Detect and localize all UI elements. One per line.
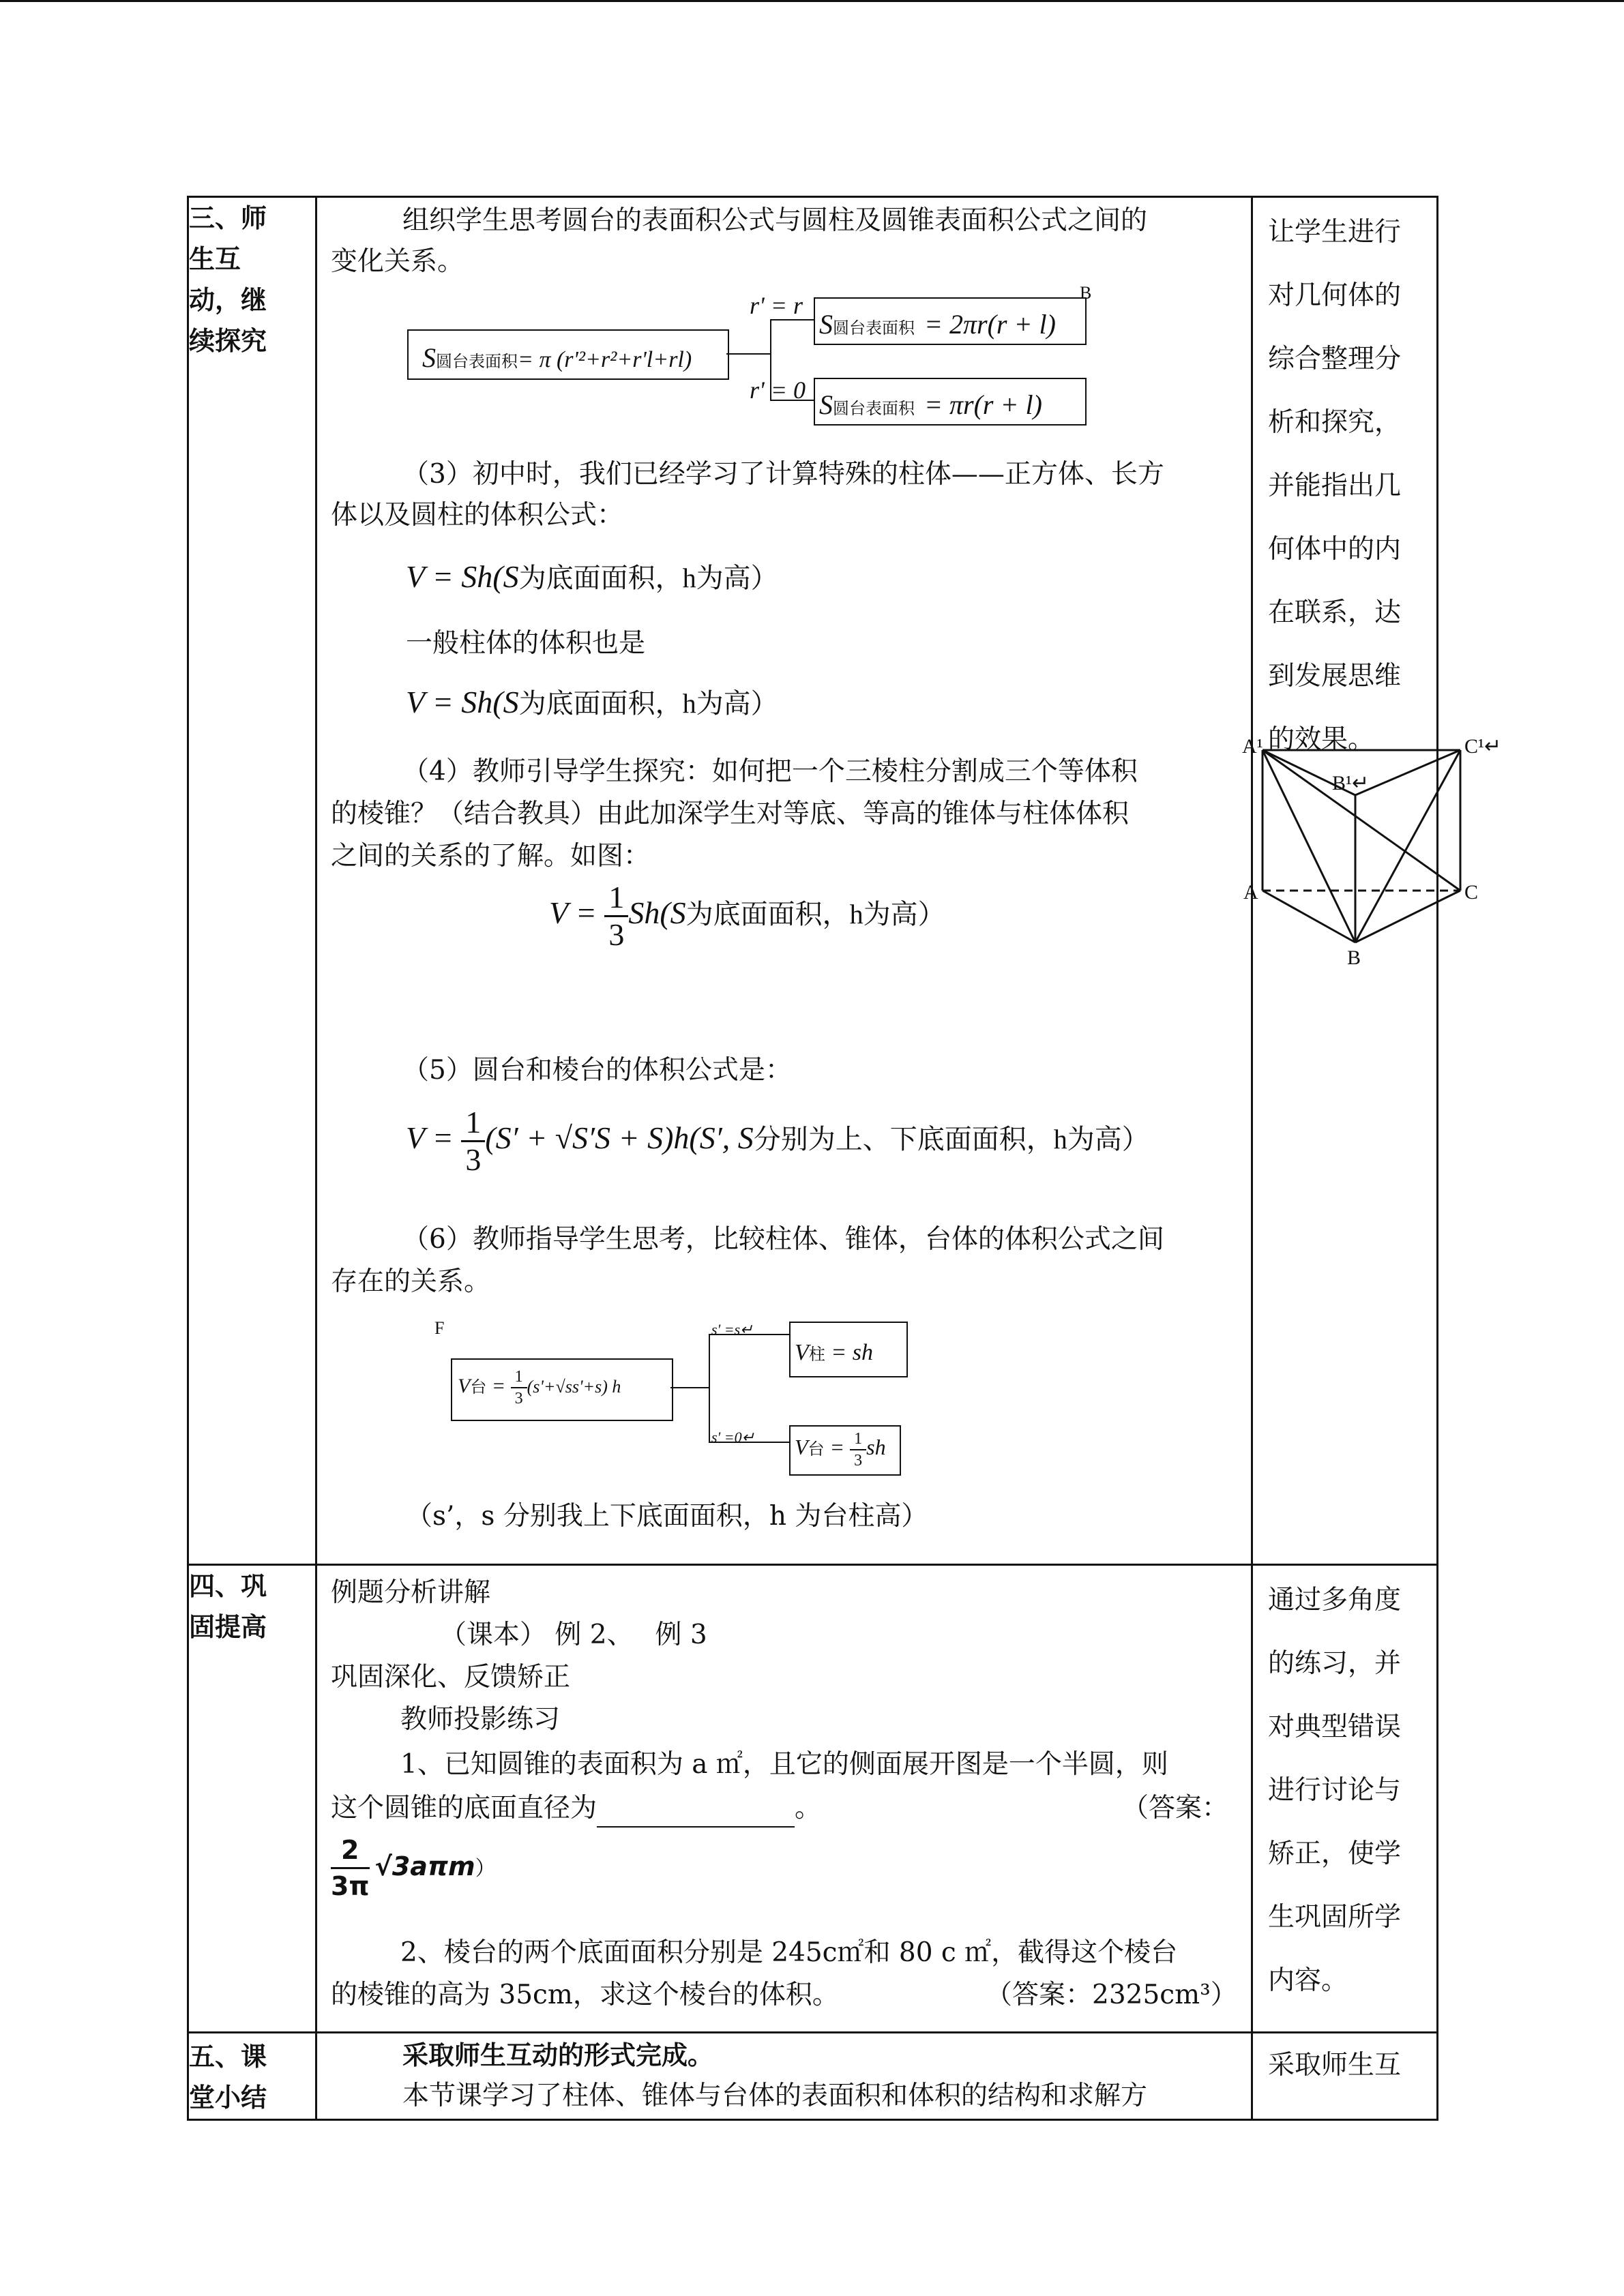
branch-label: s' =s↵ — [711, 1321, 753, 1338]
paragraph: （3）初中时，我们已经学习了计算特殊的柱体——正方体、长方 — [402, 459, 1164, 490]
paragraph: 一般柱体的体积也是 — [406, 628, 646, 659]
branch-label: s' =0↵ — [711, 1429, 755, 1446]
formula-box — [789, 1425, 901, 1476]
row-remarks — [1252, 1565, 1438, 2033]
formula-text: V台 = $\frac{1}{3}$ sh — [795, 1429, 886, 1470]
row-content — [316, 197, 1252, 1565]
vertex-label: B — [1347, 946, 1361, 969]
paragraph: 采取师生互动的形式完成。 — [402, 2040, 714, 2070]
row-remarks — [1242, 197, 1502, 1565]
row-remarks — [1252, 2033, 1438, 2120]
vertex-label: C¹↵ — [1464, 735, 1502, 758]
remarks-line: 让学生进行 — [1268, 217, 1402, 248]
vertex-label: C — [1464, 881, 1479, 904]
answer-formula: $\frac{2}{3\pi}$ √3aπm） — [331, 1833, 496, 1903]
connector-line — [670, 1387, 709, 1388]
remarks-line: 的效果。 — [1268, 724, 1375, 755]
paragraph: 巩固深化、反馈矫正 — [331, 1662, 571, 1693]
table-row — [188, 197, 1438, 1565]
formula-text: S圆台表面积= π (r'²+r²+r'l+rl) — [422, 342, 692, 373]
row-header-line: 四、巩 — [189, 1571, 267, 1601]
paragraph: 的棱锥？（结合教具）由此加深学生对等底、等高的锥体与柱体体积 — [331, 799, 1130, 829]
remarks-line: 并能指出几 — [1268, 471, 1402, 501]
paragraph: 组织学生思考圆台的表面积公式与圆柱及圆锥表面积公式之间的 — [402, 205, 1148, 236]
remarks-text — [1253, 1568, 1436, 2012]
formula-box — [407, 329, 729, 380]
paragraph: 教师投影练习 — [400, 1704, 561, 1735]
paragraph: （s’，s 分别我上下底面面积，h 为台柱高） — [406, 1501, 928, 1532]
frustum-volume-formula: V = $\frac{1}{3}$ (S′ + √S′S + S)h(S′, S分别为上、下底面面积，h为高） — [406, 1105, 1149, 1177]
formula-text: V柱 = sh — [795, 1340, 873, 1365]
row-header-line: 固提高 — [189, 1612, 267, 1642]
vertex-label: A — [1243, 881, 1258, 904]
answer-blank — [597, 1796, 795, 1828]
paragraph: 变化关系。 — [331, 246, 464, 277]
lesson-plan-table — [187, 196, 1502, 2121]
paragraph: （课本） 例 2、 例 3 — [440, 1620, 707, 1650]
triangular-prism-figure — [1239, 730, 1526, 968]
pyramid-volume-formula: V = $\frac{1}{3}$ Sh(S为底面面积，h为高） — [549, 880, 945, 952]
prism-edge — [1355, 891, 1460, 942]
table-row — [188, 1565, 1438, 2033]
prism-edge — [1263, 891, 1355, 942]
vertex-label: A¹ — [1242, 735, 1263, 758]
remarks-line: 综合整理分 — [1268, 344, 1402, 374]
row-content — [316, 2033, 1252, 2120]
prism-edge — [1355, 750, 1460, 795]
remarks-line: 析和探究， — [1268, 407, 1402, 438]
paragraph: 例题分析讲解 — [331, 1577, 491, 1608]
vertex-label: B¹↵ — [1332, 772, 1370, 794]
remarks-line: 对几何体的 — [1268, 280, 1402, 311]
paragraph: 这个圆锥的底面直径为 。 — [331, 1789, 821, 1828]
row-header-line: 五、课 — [189, 2042, 267, 2072]
stray-label: F — [434, 1318, 445, 1338]
remarks-line: 进行讨论与 — [1268, 1775, 1402, 1806]
stray-label: B — [1080, 283, 1092, 303]
volume-formula: V = Sh(S为底面面积，h为高） — [406, 559, 778, 594]
row-content — [316, 1565, 1252, 2033]
remarks-line: 通过多角度 — [1268, 1585, 1402, 1615]
remarks-line: 对典型错误 — [1268, 1712, 1402, 1742]
paragraph: 1、已知圆锥的表面积为 a ㎡，且它的侧面展开图是一个半圆，则 — [400, 1749, 1168, 1780]
prism-diagonal — [1263, 750, 1460, 891]
row-header — [188, 197, 316, 1565]
row-header — [188, 2033, 316, 2120]
paragraph: （4）教师引导学生探究：如何把一个三棱柱分割成三个等体积 — [402, 756, 1138, 787]
remarks-line: 在联系，达 — [1268, 597, 1402, 628]
row-header-line: 动，继 — [189, 285, 267, 315]
formula-box — [789, 1322, 908, 1377]
remarks-line: 生巩固所学 — [1268, 1902, 1402, 1933]
remarks-line: 何体中的内 — [1268, 534, 1402, 565]
paragraph: （5）圆台和棱台的体积公式是： — [402, 1055, 792, 1086]
row-header-line: 三、师 — [189, 203, 267, 233]
formula-box — [814, 378, 1087, 426]
formula-box — [814, 297, 1087, 345]
remarks-line: 矫正，使学 — [1268, 1838, 1402, 1869]
remarks-line: 采取师生互 — [1268, 2050, 1402, 2081]
remarks-line: 到发展思维 — [1268, 661, 1402, 691]
table-row — [188, 2033, 1438, 2120]
answer-label: （答案：2325cm³） — [986, 1980, 1237, 2010]
paragraph: 本节课学习了柱体、锥体与台体的表面积和体积的结构和求解方 — [402, 2081, 1148, 2111]
row-header-line: 堂小结 — [189, 2083, 267, 2113]
paragraph: 2、棱台的两个底面面积分别是 245c㎡和 80 c ㎡，截得这个棱台 — [400, 1937, 1178, 1968]
paragraph: 存在的关系。 — [331, 1266, 491, 1297]
connector-line — [709, 1334, 710, 1442]
formula-box — [451, 1358, 673, 1421]
paragraph: 之间的关系的了解。如图： — [331, 841, 651, 871]
row-header — [188, 1565, 316, 2033]
paragraph: 的棱锥的高为 35cm，求这个棱台的体积。 — [331, 1980, 839, 2010]
formula-text: S圆台表面积 = πr(r + l) — [819, 389, 1042, 420]
formula-text: V台 = $\frac{1}{3}$ (s'+√ss'+s) h — [458, 1368, 621, 1407]
branch-label: r' = r — [750, 292, 803, 319]
formula-text: S圆台表面积 = 2πr(r + l) — [819, 309, 1056, 340]
paragraph: 体以及圆柱的体积公式： — [331, 500, 624, 531]
remarks-text — [1253, 2033, 1436, 2097]
row-header-line: 续探究 — [189, 326, 267, 356]
remarks-line: 内容。 — [1268, 1965, 1348, 1996]
volume-formula: V = Sh(S为底面面积，h为高） — [406, 685, 778, 719]
remarks-text — [1253, 200, 1436, 771]
remarks-line: 的练习，并 — [1268, 1648, 1402, 1679]
answer-label: （答案： — [1122, 1793, 1229, 1823]
prism-diagonal — [1355, 750, 1460, 942]
top-border-line — [0, 0, 1624, 2]
branch-label: r' = 0 — [750, 376, 806, 404]
connector-line — [726, 353, 770, 355]
row-header-line: 生互 — [189, 244, 241, 274]
paragraph: （6）教师指导学生思考，比较柱体、锥体，台体的体积公式之间 — [402, 1224, 1164, 1255]
